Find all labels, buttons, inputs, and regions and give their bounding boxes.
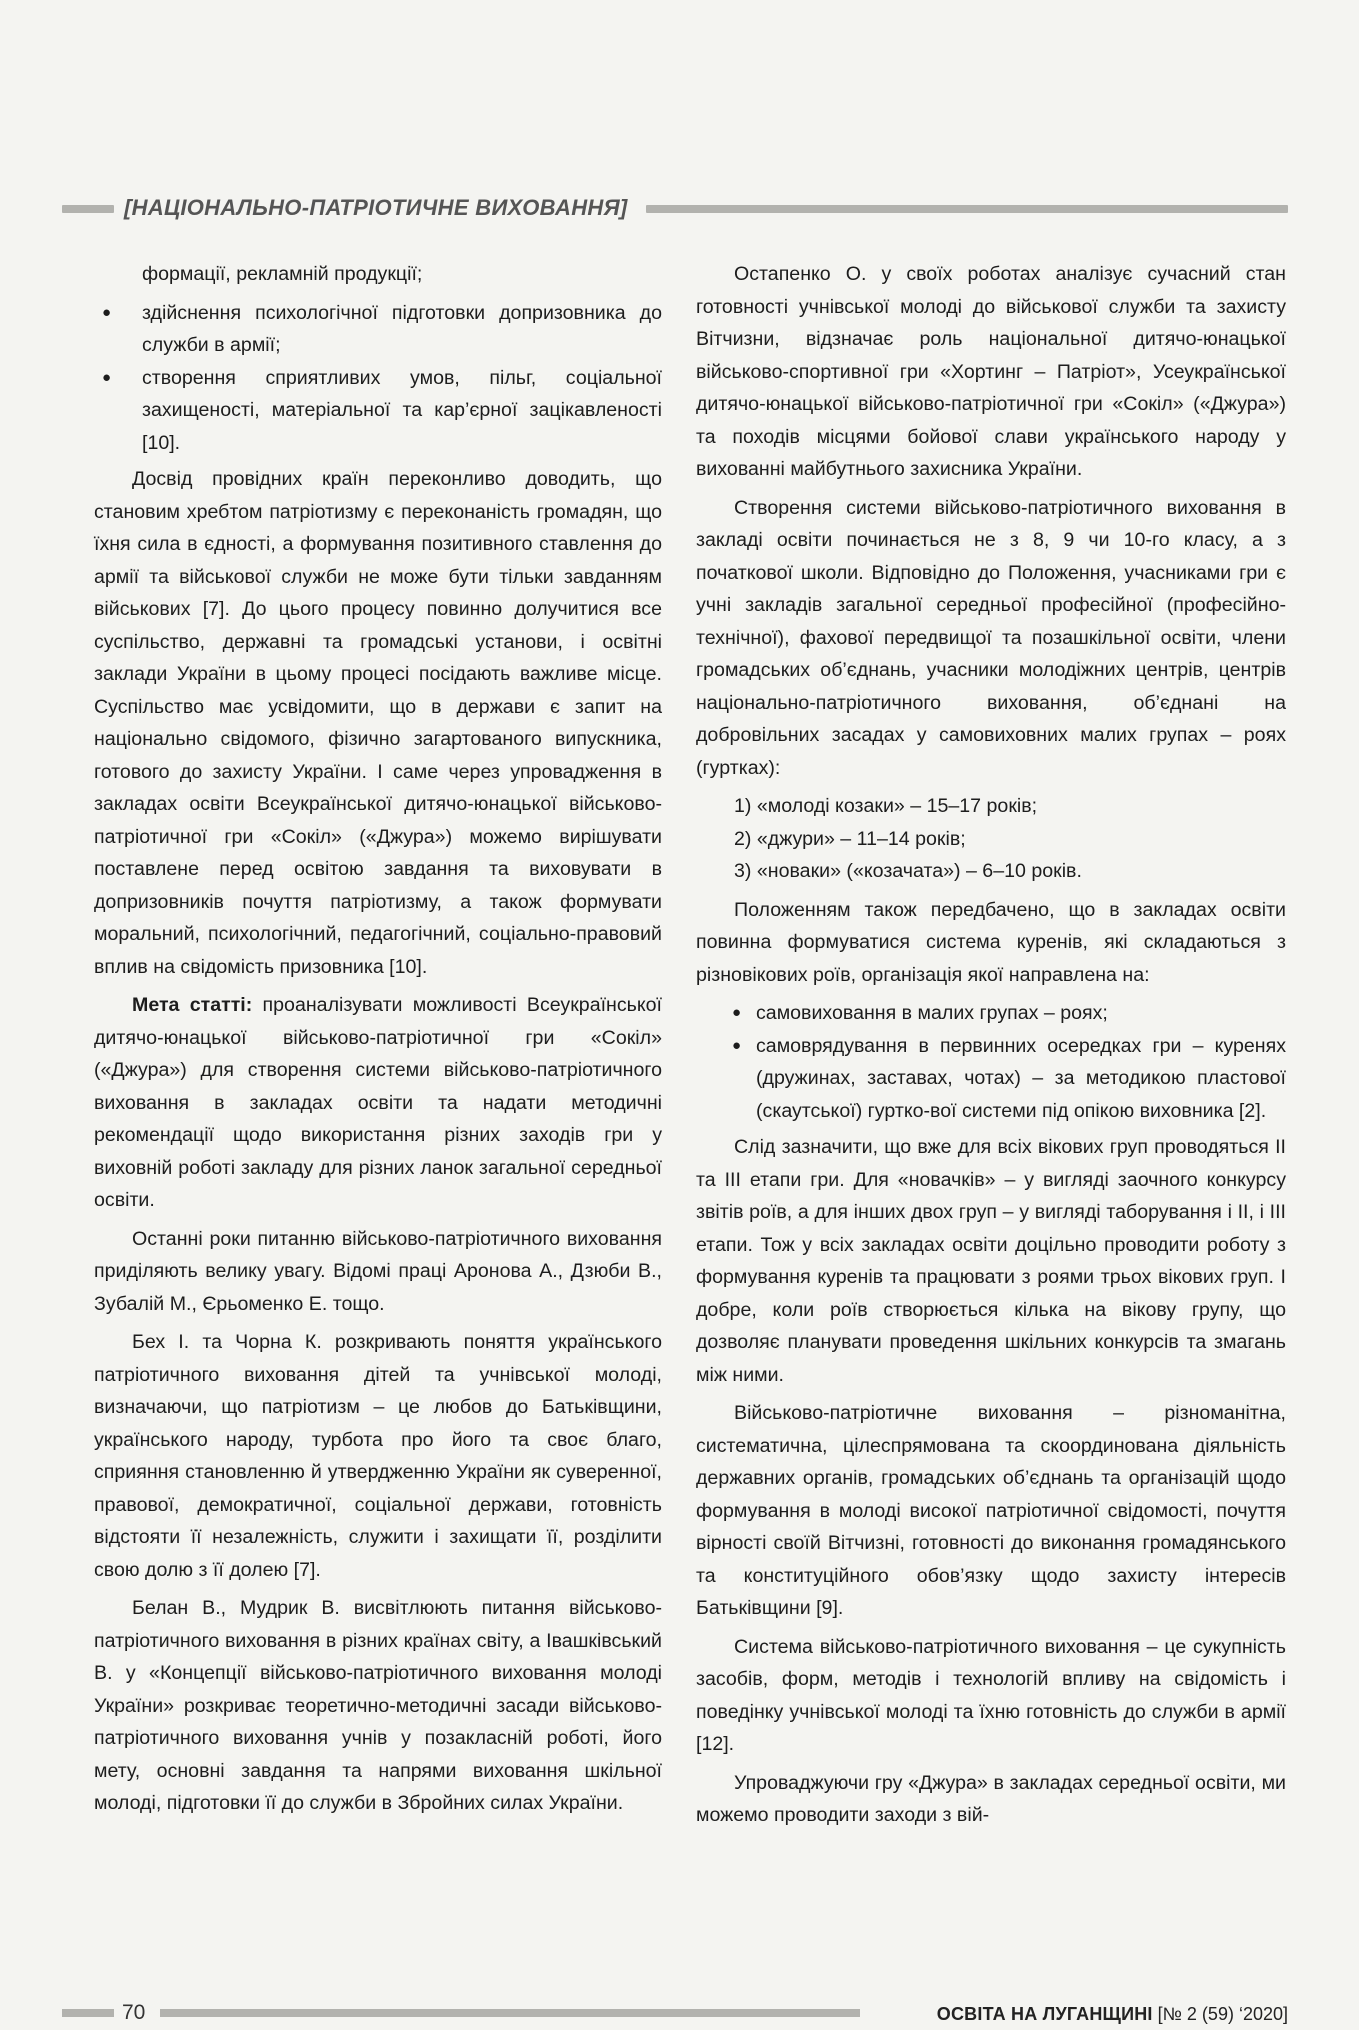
numbered-item: 3) «новаки» («козачата») – 6–10 років. <box>734 860 1082 882</box>
article-goal-text: проаналізувати можливості Всеукраїнської дитячо-юнацької військово-патріотичної гри «Сокіл» («Джура») для створення системи військово-патріотичного виховання в закладах освіти та надати методичні рекомендації щодо використання різних заходів гри у виховній роботі закладу для різних ланок загальної середньої освіти. <box>94 994 662 1211</box>
footer-rule-right <box>160 2009 860 2017</box>
list-item: ● створення сприятливих умов, пільг, соціальної захищеності, матеріальної та кар’єрної зацікавленості [10]. <box>94 362 662 460</box>
header-rule-right <box>646 205 1288 213</box>
paragraph: Система військово-патріотичного виховання – це сукупність засобів, форм, методів і технологій впливу на свідомість і поведінку учнівської молоді та їхню готовність до служби в армії [12]. <box>696 1635 1286 1755</box>
continued-text: формації, рекламній продукції; <box>142 263 423 285</box>
paragraph: Белан В., Мудрик В. висвітлюють питання військово-патріотичного виховання в різних країнах світу, а Івашківський В. у «Концепції військово-патріотичного виховання молоді України» розкриває теоретично-методичні засади військово-патріотичного виховання учнів у позакласній роботі, його мету, основні завдання та напрями виховання шкільної молоді, підготовки її до служби в Збройних силах України. <box>94 1597 662 1814</box>
paragraph: Упроваджуючи гру «Джура» в закладах середньої освіти, ми можемо проводити заходи з вій- <box>696 1771 1286 1826</box>
running-header <box>62 193 1288 223</box>
bullet-list <box>94 297 662 460</box>
page-number: 70 <box>122 2001 146 2024</box>
list-item: ● самовиховання в малих групах – роях; <box>696 997 1286 1030</box>
list-item: ● здійснення психологічної підготовки допризовника до служби в армії; <box>94 297 662 362</box>
left-column <box>94 258 662 1826</box>
bullet-list <box>696 997 1286 1127</box>
header-rule-left <box>62 205 114 213</box>
paragraph: Бех І. та Чорна К. розкривають поняття українського патріотичного виховання дітей та учнівської молоді, визначаючи, що патріотизм – це любов до Батьківщини, українського народу, турбота про його та своє благо, сприяння становленню й утвердженню України як суверенної, правової, демократичної, соціальної держави, готовність відстояти її незалежність, служити і захищати її, розділити свою долю з її долею [7]. <box>94 1331 662 1581</box>
journal-issue: [№ 2 (59) ‘2020] <box>1152 2004 1288 2024</box>
paragraph: Положенням також передбачено, що в закладах освіти повинна формуватися система куренів, які складаються з різновікових роїв, організація якої направлена на: <box>696 898 1286 986</box>
footer-rule-left <box>62 2009 114 2017</box>
article-goal-paragraph <box>94 989 662 1217</box>
right-column <box>696 258 1286 1838</box>
section-title: [НАЦІОНАЛЬНО-ПАТРІОТИЧНЕ ВИХОВАННЯ] <box>124 195 628 220</box>
paragraph: Військово-патріотичне виховання – різноманітна, систематична, цілеспрямована та скоординована діяльність державних органів, громадських об’єднань та організацій щодо формування в молоді високої патріотичної свідомості, почуття вірності своїй Вітчизні, готовності до виконання громадянського та конституційного обов’язку щодо захисту інтересів Батьківщини [9]. <box>696 1402 1286 1619</box>
article-goal-label: Мета статті: <box>132 994 253 1016</box>
numbered-item: 1) «молоді козаки» – 15–17 років; <box>734 795 1038 817</box>
paragraph: Створення системи військово-патріотичного виховання в закладі освіти починається не з 8, 9 чи 10-го класу, а з початкової школи. Відповідно до Положення, учасниками гри є учні закладів загальної середньої професійної (професійно-технічної), фахової передвищої та позашкільної освіти, члени громадських об’єднань, учасники молодіжних центрів, центрів національно-патріотичного виховання, об’єднані на добровільних засадах у самовиховних малих групах – роях (гуртках): <box>696 496 1286 779</box>
list-item: ● самоврядування в первинних осередках гри – куренях (дружинах, заставах, чотах) – за методикою пластової (скаутської) гуртко-вої системи під опікою виховника [2]. <box>696 1030 1286 1128</box>
paragraph: Слід зазначити, що вже для всіх вікових груп проводяться ІІ та ІІІ етапи гри. Для «новачків» – у вигляді заочного конкурсу звітів роїв, а для інших двох груп – у вигляді таборування і ІІ, і ІІІ етапи. Тож у всіх закладах освіти доцільно проводити роботу з формування куренів та працювати з роями трьох вікових груп. І добре, коли роїв створюється кілька на вікову групу, що дозволяє планувати проведення шкільних конкурсів та змагань між ними. <box>696 1136 1286 1386</box>
page-footer <box>62 2000 1288 2030</box>
numbered-item: 2) «джури» – 11–14 років; <box>734 827 966 850</box>
paragraph: Досвід провідних країн переконливо доводить, що становим хребтом патріотизму є переконаність громадян, що їхня сила в єдності, а формування позитивного ставлення до армії та військової служби не може бути тільки завданням військових [7]. До цього процесу повинно долучитися все суспільство, державні та громадські установи, і освітні заклади України в цьому процесі посідають важливе місце. Суспільство має усвідомити, що в держави є запит на національно свідомого, фізично загартованого випускника, готового до захисту України. І саме через упровадження в закладах освіти Всеукраїнської дитячо-юнацької військово-патріотичної гри «Сокіл» («Джура») можемо вирішувати поставлене перед освітою завдання та виховувати в допризовників почуття патріотизму, а також формувати моральний, психологічний, педагогічний, соціально-правовий вплив на свідомість призовника [10]. <box>94 468 662 978</box>
paragraph: Остапенко О. у своїх роботах аналізує сучасний стан готовності учнівської молоді до військової служби та захисту Вітчизни, відзначає роль національної дитячо-юнацької військово-спортивної гри «Хортинг – Патріот», Усеукраїнської дитячо-юнацької військово-патріотичної гри «Сокіл» («Джура») та походів місцями бойової слави українського народу у вихованні майбутнього захисника України. <box>696 263 1286 480</box>
paragraph: Останні роки питанню військово-патріотичного виховання приділяють велику увагу. Відомі праці Аронова А., Дзюби В., Зубалій М., Єрьоменко Е. тощо. <box>94 1227 662 1315</box>
journal-name: ОСВІТА НА ЛУГАНЩИНІ <box>936 2004 1153 2024</box>
journal-title <box>937 2002 1288 2026</box>
